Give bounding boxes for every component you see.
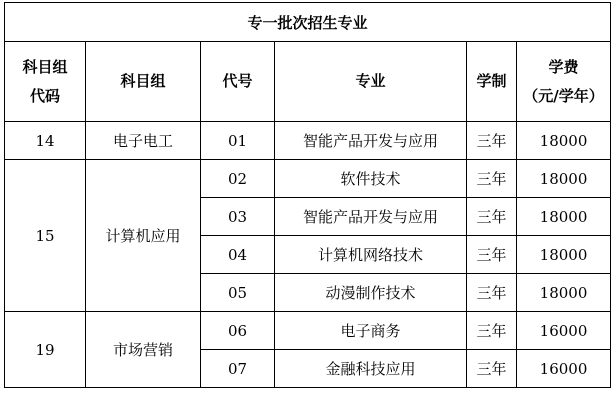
header-fee-line1: 学费 (548, 58, 579, 76)
major-cell: 电子商务 (275, 312, 467, 350)
group-name-cell: 市场营销 (86, 312, 201, 388)
title-row (5, 3, 611, 42)
header-subject-group-code-line2: 代码 (29, 86, 60, 105)
duration-cell: 三年 (467, 312, 517, 350)
duration-cell: 三年 (467, 236, 517, 274)
duration-cell: 三年 (467, 160, 517, 198)
header-code: 代号 (201, 42, 275, 122)
major-cell: 动漫制作技术 (275, 274, 467, 312)
code-cell: 05 (201, 274, 275, 312)
fee-cell: 16000 (517, 350, 611, 388)
major-cell: 智能产品开发与应用 (275, 122, 467, 160)
header-fee-line2: （元/学年） (523, 86, 604, 105)
major-cell: 计算机网络技术 (275, 236, 467, 274)
fee-cell: 18000 (517, 198, 611, 236)
header-fee (517, 42, 611, 122)
major-cell: 金融科技应用 (275, 350, 467, 388)
group-name-cell: 电子电工 (86, 122, 201, 160)
code-cell: 04 (201, 236, 275, 274)
fee-cell: 18000 (517, 274, 611, 312)
code-cell: 02 (201, 160, 275, 198)
duration-cell: 三年 (467, 274, 517, 312)
header-row (5, 42, 611, 122)
group-code-cell: 15 (5, 160, 86, 312)
major-cell: 智能产品开发与应用 (275, 198, 467, 236)
code-cell: 03 (201, 198, 275, 236)
group-name-cell: 计算机应用 (86, 160, 201, 312)
group-code-cell: 14 (5, 122, 86, 160)
enrollment-table (4, 2, 611, 388)
duration-cell: 三年 (467, 198, 517, 236)
fee-cell: 18000 (517, 236, 611, 274)
header-subject-group-code-line1: 科目组 (22, 58, 68, 76)
table-row (5, 160, 611, 198)
group-code-cell: 19 (5, 312, 86, 388)
fee-cell: 18000 (517, 122, 611, 160)
header-subject-group: 科目组 (86, 42, 201, 122)
code-cell: 06 (201, 312, 275, 350)
code-cell: 01 (201, 122, 275, 160)
table-title: 专一批次招生专业 (5, 3, 611, 42)
header-subject-group-code (5, 42, 86, 122)
header-major: 专业 (275, 42, 467, 122)
table-row (5, 312, 611, 350)
fee-cell: 18000 (517, 160, 611, 198)
duration-cell: 三年 (467, 122, 517, 160)
fee-cell: 16000 (517, 312, 611, 350)
header-duration: 学制 (467, 42, 517, 122)
table-row (5, 122, 611, 160)
duration-cell: 三年 (467, 350, 517, 388)
major-cell: 软件技术 (275, 160, 467, 198)
code-cell: 07 (201, 350, 275, 388)
table-body (5, 3, 611, 388)
